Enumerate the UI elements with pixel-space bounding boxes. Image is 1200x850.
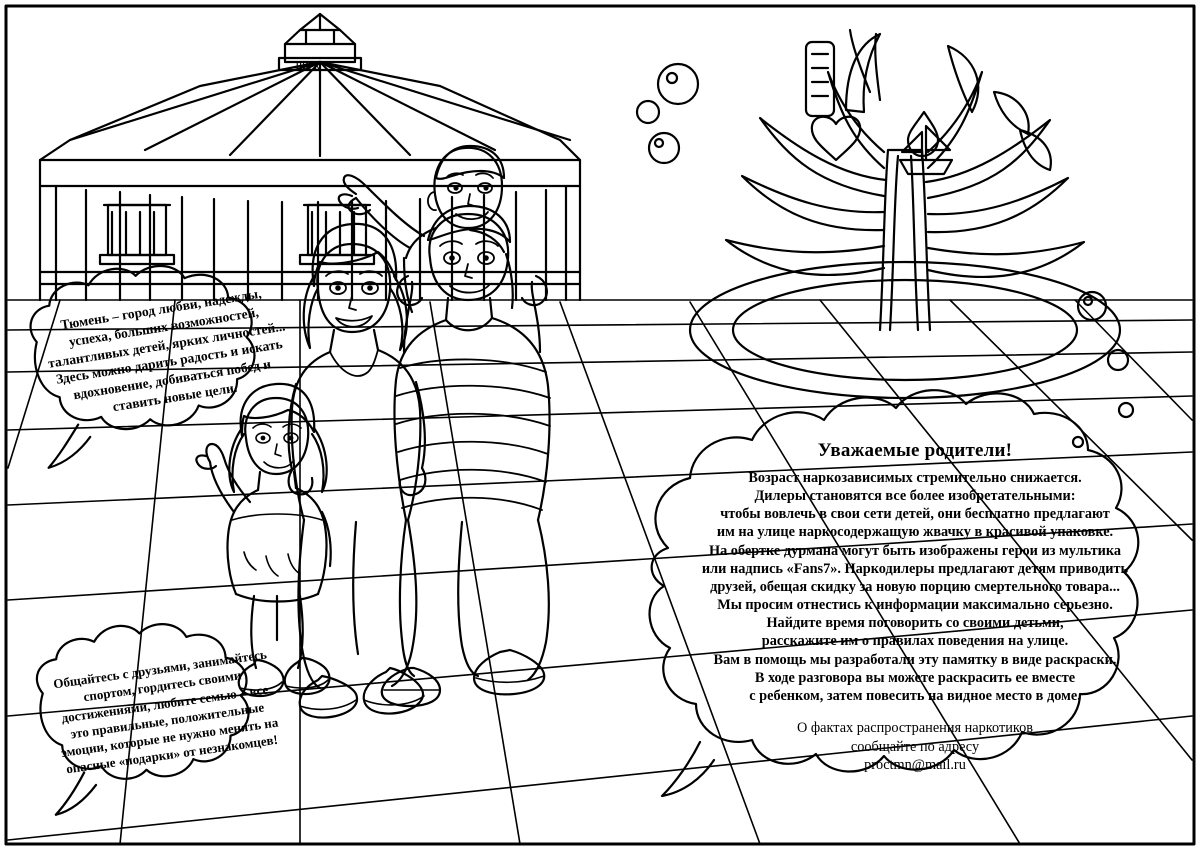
letter-line: Вам в помощь мы разработали эту памятку в виде раскраски. bbox=[713, 651, 1117, 668]
father-figure bbox=[382, 206, 550, 706]
parents-letter bbox=[680, 440, 1150, 775]
letter-line: Найдите время поговорить со своими детьми, bbox=[766, 615, 1064, 632]
circus-building bbox=[40, 14, 580, 300]
footer-line: сообщайте по адресу bbox=[850, 738, 980, 755]
letter-footer bbox=[680, 719, 1150, 775]
letter-line: с ребенком, затем повесить на видное место в доме. bbox=[749, 687, 1081, 704]
bubble-city-text: Тюмень – город любви, надежды, успеха, больших возможностей, талантливых детей, ярких личностей... Здесь можно дарить радость и искать вдохновение, добиваться побед и ставить новые цели. bbox=[46, 285, 287, 415]
letter-title: Уважаемые родители! bbox=[817, 440, 1013, 461]
mother-figure bbox=[289, 224, 426, 718]
letter-line: расскажите им о правилах поведения на улице. bbox=[761, 633, 1069, 650]
footer-line: О фактах распространения наркотиков bbox=[797, 720, 1033, 737]
letter-line: В ходе разговора вы можете раскрасить ее вместе bbox=[754, 669, 1076, 686]
letter-line: чтобы вовлечь в свои сети детей, они бесплатно предлагают bbox=[720, 506, 1110, 523]
soap-bubbles bbox=[637, 64, 1133, 447]
tree-of-life bbox=[690, 30, 1120, 398]
letter-body bbox=[680, 469, 1150, 705]
letter-line: На обертке дурмана могут быть изображены герои из мультика bbox=[708, 542, 1122, 559]
letter-line: им на улице наркосодержащую жвачку в красивой упаковке. bbox=[716, 524, 1114, 541]
letter-line: Мы просим отнестись к информации максимально серьезно. bbox=[717, 597, 1113, 614]
bubble-friends-text: Общайтесь с друзьями, занимайтесь спортом, гордитесь своими достижениями, любите семью – все это правильные, положительные эмоции, которые не нужно менять на опасные «подарки» от незнакомцев! bbox=[52, 646, 280, 777]
circus-sign-label: ЦИРК bbox=[296, 62, 320, 71]
letter-line: Дилеры становятся все более изобретательными: bbox=[754, 488, 1076, 505]
contact-email: proctmn@mail.ru bbox=[864, 757, 966, 774]
letter-line: друзей, обещая скидку за новую порцию смертельного товара... bbox=[710, 578, 1120, 595]
letter-line: Возраст наркозависимых стремительно снижается. bbox=[748, 470, 1082, 486]
letter-line: или надпись «Fans7». Наркодилеры предлагают детям приводить bbox=[701, 560, 1129, 577]
